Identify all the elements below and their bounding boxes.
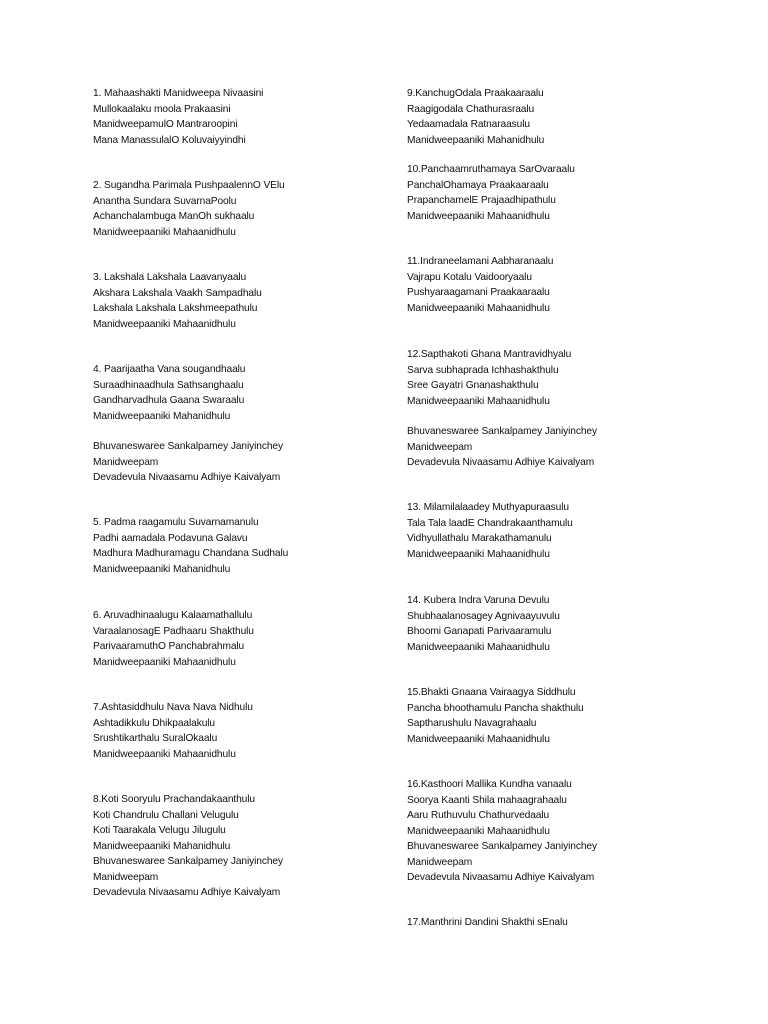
- verse-line: Manidweepaaniki Mahaanidhulu: [407, 733, 550, 745]
- verse-line: Bhuvaneswaree Sankalpamey Janiyinchey: [93, 856, 283, 867]
- verse-line: Soorya Kaanti Shila mahaagrahaalu: [407, 794, 567, 806]
- verse-17: [407, 915, 707, 931]
- verse-line: 13. Milamilalaadey Muthyapuraasulu: [407, 502, 569, 513]
- verse-line: 17.Manthrini Dandini Shakthi sEnalu: [407, 917, 568, 928]
- verse-line: Manidweepam: [93, 871, 159, 883]
- verse-line: Devadevula Nivaasamu Adhiye Kaivalyam: [407, 457, 595, 468]
- verse-line: Akshara Lakshala Vaakh Sampadhalu: [93, 287, 262, 299]
- verse-line: PrapanchamelE Prajaadhipathulu: [407, 195, 556, 206]
- verse-line: Manidweepaaniki Mahaanidhulu: [93, 226, 236, 238]
- verse-3: [93, 270, 393, 332]
- verse-line: 7.Ashtasiddhulu Nava Nava Nidhulu: [93, 702, 253, 713]
- verse-line: Raagigodala Chathurasraalu: [407, 103, 535, 115]
- verse-line: Manidweepaaniki Mahaanidhulu: [407, 548, 550, 560]
- verse-line: Manidweepaaniki Mahaanidhulu: [407, 302, 550, 314]
- verse-line: 1. Mahaashakti Manidweepa Nivaasini: [93, 88, 264, 99]
- verse-line: Ashtadikkulu Dhikpaalakulu: [93, 717, 215, 729]
- verse-line: Mullokaalaku moola Prakaasini: [93, 103, 231, 115]
- verse-line: Manidweepaaniki Mahaanidhulu: [407, 641, 550, 653]
- verse-line: Manidweepaaniki Mahaanidhulu: [93, 318, 236, 330]
- verse-line: 16.Kasthoori Mallika Kundha vanaalu: [407, 779, 572, 790]
- verse-line: Pancha bhoothamulu Pancha shakthulu: [407, 702, 584, 714]
- verse-line: 10.Panchaamruthamaya SarOvaraalu: [407, 164, 575, 175]
- verse-line: Manidweepaaniki Mahaanidhulu: [407, 825, 550, 837]
- verse-5: [93, 515, 393, 577]
- verse-line: Saptharushulu Navagrahaalu: [407, 718, 537, 729]
- verse-line: Manidweepaaniki Mahanidhulu: [93, 410, 231, 422]
- verse-line: 9.KanchugOdala Praakaaraalu: [407, 88, 544, 99]
- verse-15: [407, 685, 707, 747]
- verse-line: 15.Bhakti Gnaana Vairaagya Siddhulu: [407, 687, 576, 698]
- verse-line: Mana ManassulalO Koluvaiyyindhi: [93, 134, 246, 146]
- verse-line: 4. Paarijaatha Vana sougandhaalu: [93, 364, 246, 375]
- verse-line: Bhuvaneswaree Sankalpamey Janiyinchey: [93, 441, 283, 452]
- verse-line: Manidweepam: [407, 441, 473, 453]
- verse-line: Srushtikarthalu SuralOkaalu: [93, 733, 218, 744]
- verse-line: Aaru Ruthuvulu Chathurvedaalu: [407, 810, 550, 821]
- verse-line: Manidweepaaniki Mahanidhulu: [93, 563, 231, 575]
- verse-line: Yedaamadala Ratnaraasulu: [407, 119, 530, 130]
- verse-line: Bhoomi Ganapati Parivaaramulu: [407, 626, 552, 637]
- verse-line: 14. Kubera Indra Varuna Devulu: [407, 595, 550, 606]
- verse-line: Tala Tala laadE Chandrakaanthamulu: [407, 517, 573, 529]
- verse-line: Vajrapu Kotalu Vaidooryaalu: [407, 271, 532, 283]
- verse-line: Vidhyullathalu Marakathamanulu: [407, 533, 552, 544]
- verse-line: PanchalOhamaya Praakaaraalu: [407, 179, 549, 191]
- verse-line: Padhi aamadala Podavuna Galavu: [93, 532, 248, 544]
- verse-line: Madhura Madhuramagu Chandana Sudhalu: [93, 548, 289, 559]
- refrain: [93, 439, 393, 486]
- verse-10: [407, 162, 707, 224]
- verse-line: 2. Sugandha Parimala PushpaalennO VElu: [93, 180, 285, 191]
- verse-line: Devadevula Nivaasamu Adhiye Kaivalyam: [93, 887, 281, 898]
- verse-line: Koti Taarakala Velugu Jilugulu: [93, 825, 226, 836]
- verse-line: Manidweepaaniki Mahanidhulu: [93, 840, 231, 852]
- verse-line: 12.Sapthakoti Ghana Mantravidhyalu: [407, 349, 572, 360]
- verse-line: Manidweepaaniki Mahaanidhulu: [407, 210, 550, 222]
- verse-line: Manidweepam: [93, 456, 159, 468]
- verse-line: Bhuvaneswaree Sankalpamey Janiyinchey: [407, 841, 597, 852]
- verse-line: 6. Aruvadhinaalugu Kalaamathallulu: [93, 610, 253, 621]
- verse-line: Devadevula Nivaasamu Adhiye Kaivalyam: [93, 472, 281, 483]
- verse-line: Achanchalambuga ManOh sukhaalu: [93, 211, 255, 222]
- verse-line: Shubhaalanosagey Agnivaayuvulu: [407, 610, 560, 622]
- verse-line: Koti Chandrulu Challani Velugulu: [93, 809, 239, 821]
- verse-13: [407, 500, 707, 562]
- verse-4: [93, 362, 393, 424]
- verse-line: Manidweepaaniki Mahaanidhulu: [407, 395, 550, 407]
- verse-line: Sree Gayatri Gnanashakthulu: [407, 380, 539, 391]
- verse-line: Lakshala Lakshala Lakshmeepathulu: [93, 303, 258, 314]
- verse-line: Anantha Sundara SuvarnaPoolu: [93, 195, 237, 207]
- verse-16: [407, 777, 707, 886]
- verse-line: Manidweepaaniki Mahaanidhulu: [93, 656, 236, 668]
- verse-7: [93, 700, 393, 762]
- verse-line: Sarva subhaprada Ichhashakthulu: [407, 364, 559, 376]
- verse-line: Gandharvadhula Gaana Swaraalu: [93, 395, 245, 406]
- verse-14: [407, 593, 707, 655]
- verse-11: [407, 254, 707, 316]
- verse-9: [407, 86, 707, 148]
- verse-2: [93, 178, 393, 240]
- verse-line: Manidweepaaniki Mahanidhulu: [407, 134, 545, 146]
- verse-line: ManidweepamulO Mantraroopini: [93, 119, 238, 130]
- verse-line: 8.Koti Sooryulu Prachandakaanthulu: [93, 794, 255, 805]
- verse-line: Bhuvaneswaree Sankalpamey Janiyinchey: [407, 426, 597, 437]
- verse-line: Suraadhinaadhula Sathsanghaalu: [93, 379, 244, 391]
- verse-6: [93, 608, 393, 670]
- verse-line: VaraalanosagE Padhaaru Shakthulu: [93, 625, 254, 637]
- verse-12: [407, 347, 707, 409]
- verse-1: [93, 86, 393, 148]
- verse-8: [93, 792, 393, 901]
- verse-line: 3. Lakshala Lakshala Laavanyaalu: [93, 272, 247, 283]
- verse-line: Devadevula Nivaasamu Adhiye Kaivalyam: [407, 872, 595, 883]
- verse-line: Manidweepam: [407, 856, 473, 868]
- verse-line: 11.Indraneelamani Aabharanaalu: [407, 256, 554, 267]
- verse-line: Pushyaraagamani Praakaaraalu: [407, 287, 550, 298]
- verse-line: 5. Padma raagamulu Suvarnamanulu: [93, 517, 259, 528]
- verse-line: Manidweepaaniki Mahaanidhulu: [93, 748, 236, 760]
- refrain: [407, 424, 707, 471]
- verse-line: ParivaaramuthO Panchabrahmalu: [93, 641, 245, 652]
